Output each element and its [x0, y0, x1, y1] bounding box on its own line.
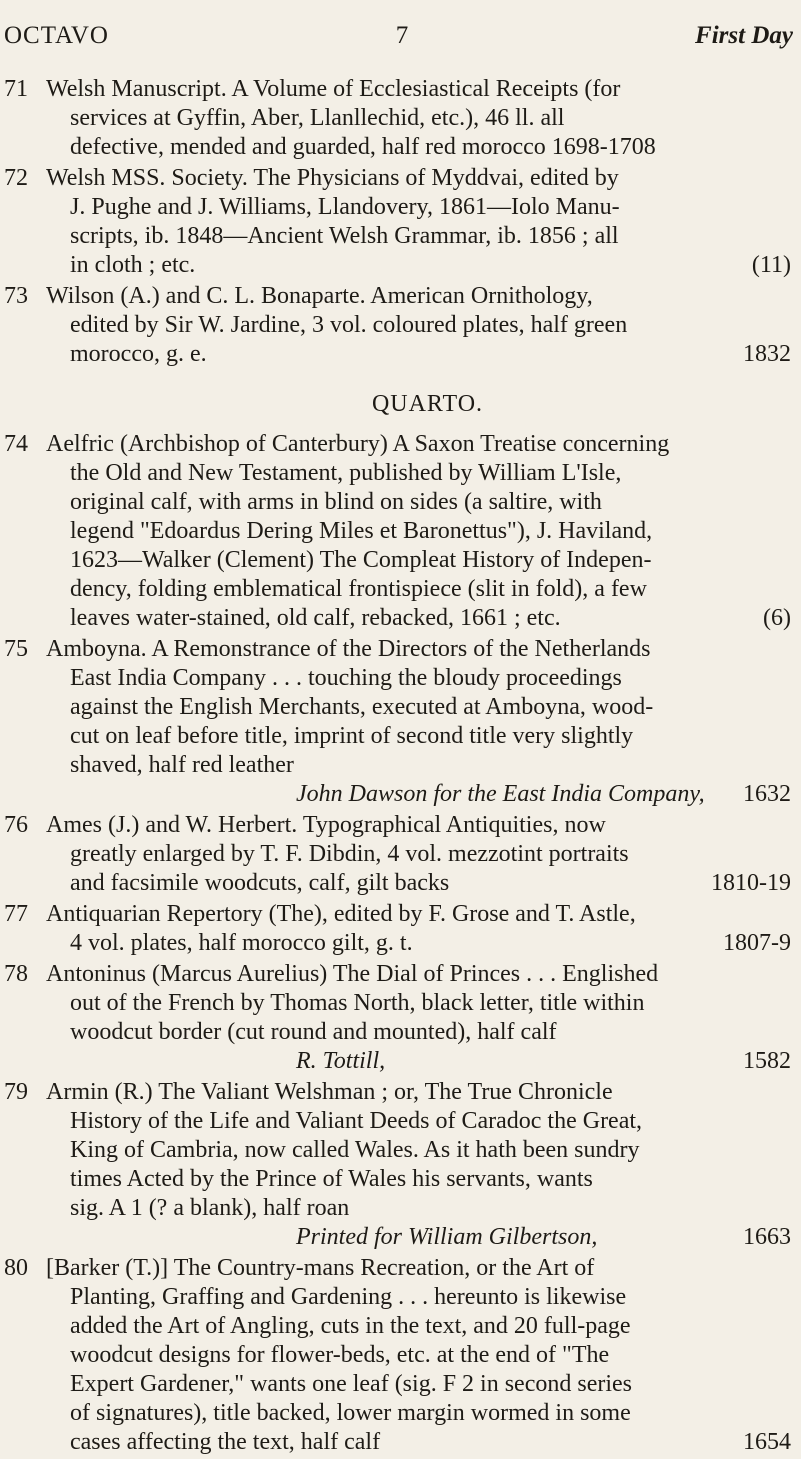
lot-number: 72: [4, 165, 28, 191]
lot-number: 80: [4, 1255, 28, 1281]
lot-description: [46, 960, 791, 1076]
description-line: [46, 960, 791, 989]
description-line: [46, 929, 791, 958]
line-text: added the Art of Angling, cuts in the text, and 20 full-page: [70, 1313, 631, 1339]
description-line: [46, 1428, 791, 1457]
line-text: King of Cambria, now called Wales. As it hath been sundry: [70, 1137, 640, 1163]
description-line: [46, 722, 791, 751]
line-text: times Acted by the Prince of Wales his servants, wants: [70, 1166, 593, 1192]
lot-description: [46, 811, 791, 898]
description-line: [46, 1254, 791, 1283]
catalogue-entries: [4, 75, 791, 1459]
description-line: [46, 311, 791, 340]
header-format: OCTAVO: [4, 22, 109, 49]
lot-description: [46, 900, 791, 958]
line-text: morocco, g. e.: [70, 341, 207, 367]
catalogue-entry: [4, 811, 791, 898]
description-line: [46, 546, 791, 575]
description-line: [46, 751, 791, 780]
line-text: services at Gyffin, Aber, Llanllechid, etc.), 46 ll. all: [70, 105, 565, 131]
description-line: [46, 517, 791, 546]
description-line: [46, 1136, 791, 1165]
line-text: East India Company . . . touching the bloudy proceedings: [70, 665, 622, 691]
description-line: [46, 840, 791, 869]
imprint-line: [46, 1047, 791, 1076]
lot-number: 71: [4, 76, 28, 102]
line-text: 4 vol. plates, half morocco gilt, g. t.: [70, 930, 413, 956]
description-line: [46, 811, 791, 840]
line-text: 1623—Walker (Clement) The Compleat History of Indepen-: [70, 547, 652, 573]
imprint-date: 1663: [743, 1224, 791, 1250]
line-text: scripts, ib. 1848—Ancient Welsh Grammar, ib. 1856 ; all: [70, 223, 619, 249]
description-line: [46, 869, 791, 898]
description-line: [46, 1370, 791, 1399]
page-number: 7: [395, 22, 409, 49]
imprint-text: John Dawson for the East India Company,: [296, 781, 705, 807]
line-date: 1807-9: [723, 930, 791, 956]
page-header: [4, 22, 793, 50]
line-text: leaves water-stained, old calf, rebacked, 1661 ; etc.: [70, 605, 561, 631]
line-text: the Old and New Testament, published by William L'Isle,: [70, 460, 622, 486]
line-text: in cloth ; etc.: [70, 252, 196, 278]
description-line: [46, 75, 791, 104]
description-line: [46, 488, 791, 517]
imprint-line: [46, 780, 791, 809]
line-text: edited by Sir W. Jardine, 3 vol. coloured plates, half green: [70, 312, 628, 338]
line-text: dency, folding emblematical frontispiece (slit in fold), a few: [70, 576, 647, 602]
description-line: [46, 693, 791, 722]
description-line: [46, 635, 791, 664]
line-text: greatly enlarged by T. F. Dibdin, 4 vol. mezzotint portraits: [70, 841, 629, 867]
catalogue-entry: [4, 164, 791, 280]
section-heading-quarto: QUARTO.: [371, 391, 484, 417]
line-text: and facsimile woodcuts, calf, gilt backs: [70, 870, 450, 896]
line-text: woodcut designs for flower-beds, etc. at the end of "The: [70, 1342, 610, 1368]
lot-description: [46, 635, 791, 809]
description-line: [46, 1283, 791, 1312]
description-line: [46, 133, 791, 162]
description-line: [46, 664, 791, 693]
imprint-date: 1582: [743, 1048, 791, 1074]
description-line: [46, 164, 791, 193]
line-date: (6): [763, 605, 791, 631]
lot-description: [46, 282, 791, 369]
line-text: of signatures), title backed, lower margin wormed in some: [70, 1400, 631, 1426]
line-text: cases affecting the text, half calf: [70, 1429, 381, 1455]
lot-number: 78: [4, 961, 28, 987]
imprint-line: [46, 1223, 791, 1252]
line-text: Aelfric (Archbishop of Canterbury) A Saxon Treatise concerning: [46, 431, 670, 457]
description-line: [46, 1165, 791, 1194]
lot-number: 75: [4, 636, 28, 662]
lot-description: [46, 75, 791, 162]
description-line: [46, 1018, 791, 1047]
catalogue-entry: [4, 960, 791, 1076]
lot-description: [46, 1078, 791, 1252]
imprint-text: R. Tottill,: [296, 1048, 386, 1074]
imprint-date: 1632: [743, 781, 791, 807]
line-date: (11): [751, 252, 791, 278]
lot-number: 74: [4, 431, 28, 457]
lot-number: 77: [4, 901, 28, 927]
catalogue-entry: [4, 1254, 791, 1457]
line-text: defective, mended and guarded, half red morocco 1698-1708: [70, 134, 656, 160]
catalogue-entry: [4, 430, 791, 633]
line-text: J. Pughe and J. Williams, Llandovery, 1861—Iolo Manu-: [70, 194, 620, 220]
lot-number: 79: [4, 1079, 28, 1105]
catalogue-entry: [4, 900, 791, 958]
line-text: Ames (J.) and W. Herbert. Typographical Antiquities, now: [46, 812, 606, 838]
line-date: 1832: [743, 341, 791, 367]
description-line: [46, 1078, 791, 1107]
description-line: [46, 900, 791, 929]
description-line: [46, 222, 791, 251]
line-text: Antoninus (Marcus Aurelius) The Dial of Princes . . . Englished: [46, 961, 659, 987]
line-text: Planting, Graffing and Gardening . . . hereunto is likewise: [70, 1284, 627, 1310]
line-text: [Barker (T.)] The Country-mans Recreation, or the Art of: [46, 1255, 595, 1281]
description-line: [46, 1312, 791, 1341]
line-text: legend "Edoardus Dering Miles et Baronettus"), J. Haviland,: [70, 518, 653, 544]
lot-number: 73: [4, 283, 28, 309]
line-date: 1810-19: [711, 870, 791, 896]
description-line: [46, 1194, 791, 1223]
catalogue-entry: [4, 1078, 791, 1252]
line-text: woodcut border (cut round and mounted), half calf: [70, 1019, 557, 1045]
lot-number: 76: [4, 812, 28, 838]
line-text: Armin (R.) The Valiant Welshman ; or, The True Chronicle: [46, 1079, 613, 1105]
imprint-text: Printed for William Gilbertson,: [296, 1224, 598, 1250]
line-text: original calf, with arms in blind on sides (a saltire, with: [70, 489, 602, 515]
lot-description: [46, 1254, 791, 1457]
line-text: sig. A 1 (? a blank), half roan: [70, 1195, 350, 1221]
line-text: Expert Gardener," wants one leaf (sig. F 2 in second series: [70, 1371, 632, 1397]
description-line: [46, 193, 791, 222]
description-line: [46, 575, 791, 604]
line-text: cut on leaf before title, imprint of second title very slightly: [70, 723, 634, 749]
line-text: History of the Life and Valiant Deeds of Caradoc the Great,: [70, 1108, 643, 1134]
description-line: [46, 459, 791, 488]
line-text: Antiquarian Repertory (The), edited by F. Grose and T. Astle,: [46, 901, 636, 927]
line-date: 1654: [743, 1429, 791, 1455]
lot-description: [46, 164, 791, 280]
line-text: against the English Merchants, executed at Amboyna, wood-: [70, 694, 654, 720]
description-line: [46, 989, 791, 1018]
header-day: First Day: [695, 22, 793, 49]
catalogue-entry: [4, 282, 791, 369]
description-line: [46, 340, 791, 369]
description-line: [46, 1341, 791, 1370]
lot-description: [46, 430, 791, 633]
line-text: Wilson (A.) and C. L. Bonaparte. American Ornithology,: [46, 283, 593, 309]
description-line: [46, 282, 791, 311]
line-text: out of the French by Thomas North, black letter, title within: [70, 990, 645, 1016]
description-line: [46, 604, 791, 633]
description-line: [46, 430, 791, 459]
line-text: Welsh MSS. Society. The Physicians of Myddvai, edited by: [46, 165, 619, 191]
description-line: [46, 1107, 791, 1136]
catalogue-entry: [4, 635, 791, 809]
description-line: [46, 251, 791, 280]
line-text: Amboyna. A Remonstrance of the Directors of the Netherlands: [46, 636, 651, 662]
catalogue-entry: [4, 75, 791, 162]
line-text: Welsh Manuscript. A Volume of Ecclesiastical Receipts (for: [46, 76, 621, 102]
line-text: shaved, half red leather: [70, 752, 294, 778]
description-line: [46, 104, 791, 133]
description-line: [46, 1399, 791, 1428]
